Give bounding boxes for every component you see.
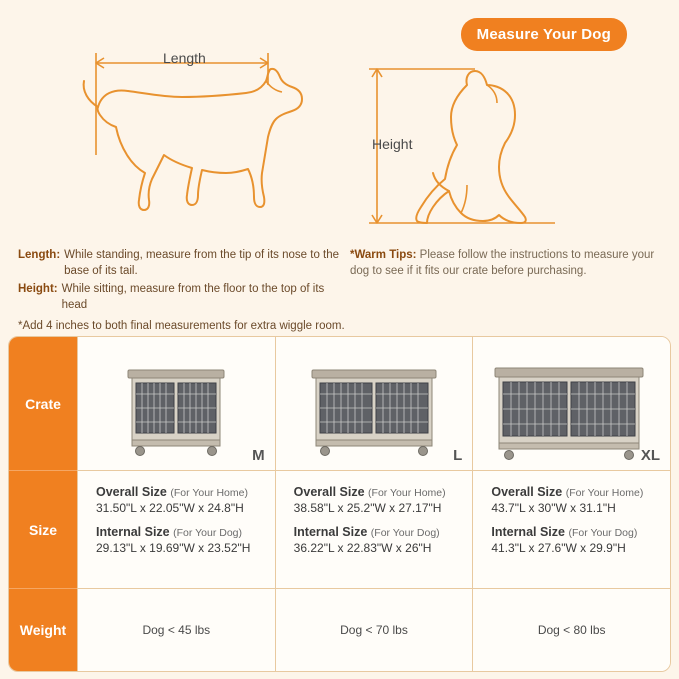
size-cell-l (275, 471, 473, 589)
internal-size-label: Internal Size (491, 525, 565, 539)
crate-size-tag: M (252, 447, 265, 464)
warm-tips-key: *Warm Tips: (350, 249, 417, 261)
legend-value: While standing, measure from the tip of its nose to the base of its tail. (64, 249, 340, 277)
dog-crate-furniture-icon (294, 356, 454, 464)
table-row (9, 471, 670, 589)
internal-size-dims: 29.13"L x 19.69"W x 23.52"H (96, 541, 251, 555)
legend-key: Length: (18, 249, 61, 261)
measure-your-dog-section (0, 0, 679, 333)
overall-size-block (96, 485, 275, 515)
legend-block (18, 248, 348, 335)
length-label: Length (163, 50, 206, 66)
overall-size-title (491, 485, 670, 499)
overall-size-dims: 31.50"L x 22.05"W x 24.8"H (96, 501, 244, 515)
dog-standing-outline-icon (70, 45, 320, 235)
legend-row (18, 282, 348, 313)
row-header-crate: Crate (9, 337, 77, 471)
internal-size-sub: (For Your Dog) (173, 527, 242, 539)
internal-size-title (96, 525, 275, 539)
size-cell-xl (472, 471, 670, 589)
overall-size-block (294, 485, 473, 515)
internal-size-title (491, 525, 670, 539)
internal-size-label: Internal Size (293, 525, 368, 539)
crate-cell-m (77, 337, 275, 471)
height-label: Height (372, 136, 413, 152)
legend-row (18, 248, 348, 279)
overall-size-label: Overall Size (491, 485, 563, 499)
overall-size-title (294, 485, 473, 499)
internal-size-block (96, 525, 275, 555)
crate-size-table (8, 336, 671, 672)
legend-key: Height: (18, 283, 58, 296)
dog-crate-furniture-icon (483, 356, 661, 464)
overall-size-label: Overall Size (293, 485, 365, 499)
table-row (9, 589, 670, 671)
row-header-weight: Weight (9, 589, 77, 671)
table-row (9, 337, 670, 471)
weight-cell-l: Dog < 70 lbs (275, 589, 473, 671)
standing-dog-diagram (70, 45, 320, 240)
status-badge: Measure Your Dog (461, 18, 627, 51)
weight-cell-xl: Dog < 80 lbs (472, 589, 670, 671)
internal-size-label: Internal Size (96, 525, 170, 539)
overall-size-dims: 43.7"L x 30"W x 31.1"H (491, 501, 616, 515)
overall-size-title (96, 485, 275, 499)
size-cell-m (77, 471, 275, 589)
dog-crate-furniture-icon (106, 356, 246, 464)
internal-size-sub: (For Your Dog) (568, 527, 638, 539)
weight-cell-m: Dog < 45 lbs (77, 589, 275, 671)
internal-size-title (294, 525, 473, 539)
overall-size-dims: 38.58"L x 25.2"W x 27.17"H (293, 501, 442, 515)
crate-size-tag: XL (640, 447, 661, 464)
row-header-size: Size (9, 471, 77, 589)
overall-size-label: Overall Size (96, 485, 167, 499)
overall-size-sub: (For Your Home) (368, 487, 446, 499)
overall-size-block (491, 485, 670, 515)
internal-size-block (491, 525, 670, 555)
overall-size-sub: (For Your Home) (170, 487, 248, 499)
internal-size-dims: 36.22"L x 22.83"W x 26"H (293, 541, 432, 555)
internal-size-dims: 41.3"L x 27.6"W x 29.9"H (491, 541, 626, 555)
crate-cell-xl (472, 337, 670, 471)
internal-size-block (294, 525, 473, 555)
legend-value: While sitting, measure from the floor to the top of its head (61, 283, 325, 311)
crate-cell-l (275, 337, 473, 471)
internal-size-sub: (For Your Dog) (370, 527, 440, 539)
warm-tips-block (350, 248, 670, 279)
overall-size-sub: (For Your Home) (565, 487, 644, 499)
crate-size-tag: L (453, 447, 463, 464)
legend-note: *Add 4 inches to both final measurements for extra wiggle room. (18, 320, 345, 333)
warm-tips-value: Please follow the instructions to measure your dog to see if it fits our crate before purchasing. (350, 249, 655, 277)
